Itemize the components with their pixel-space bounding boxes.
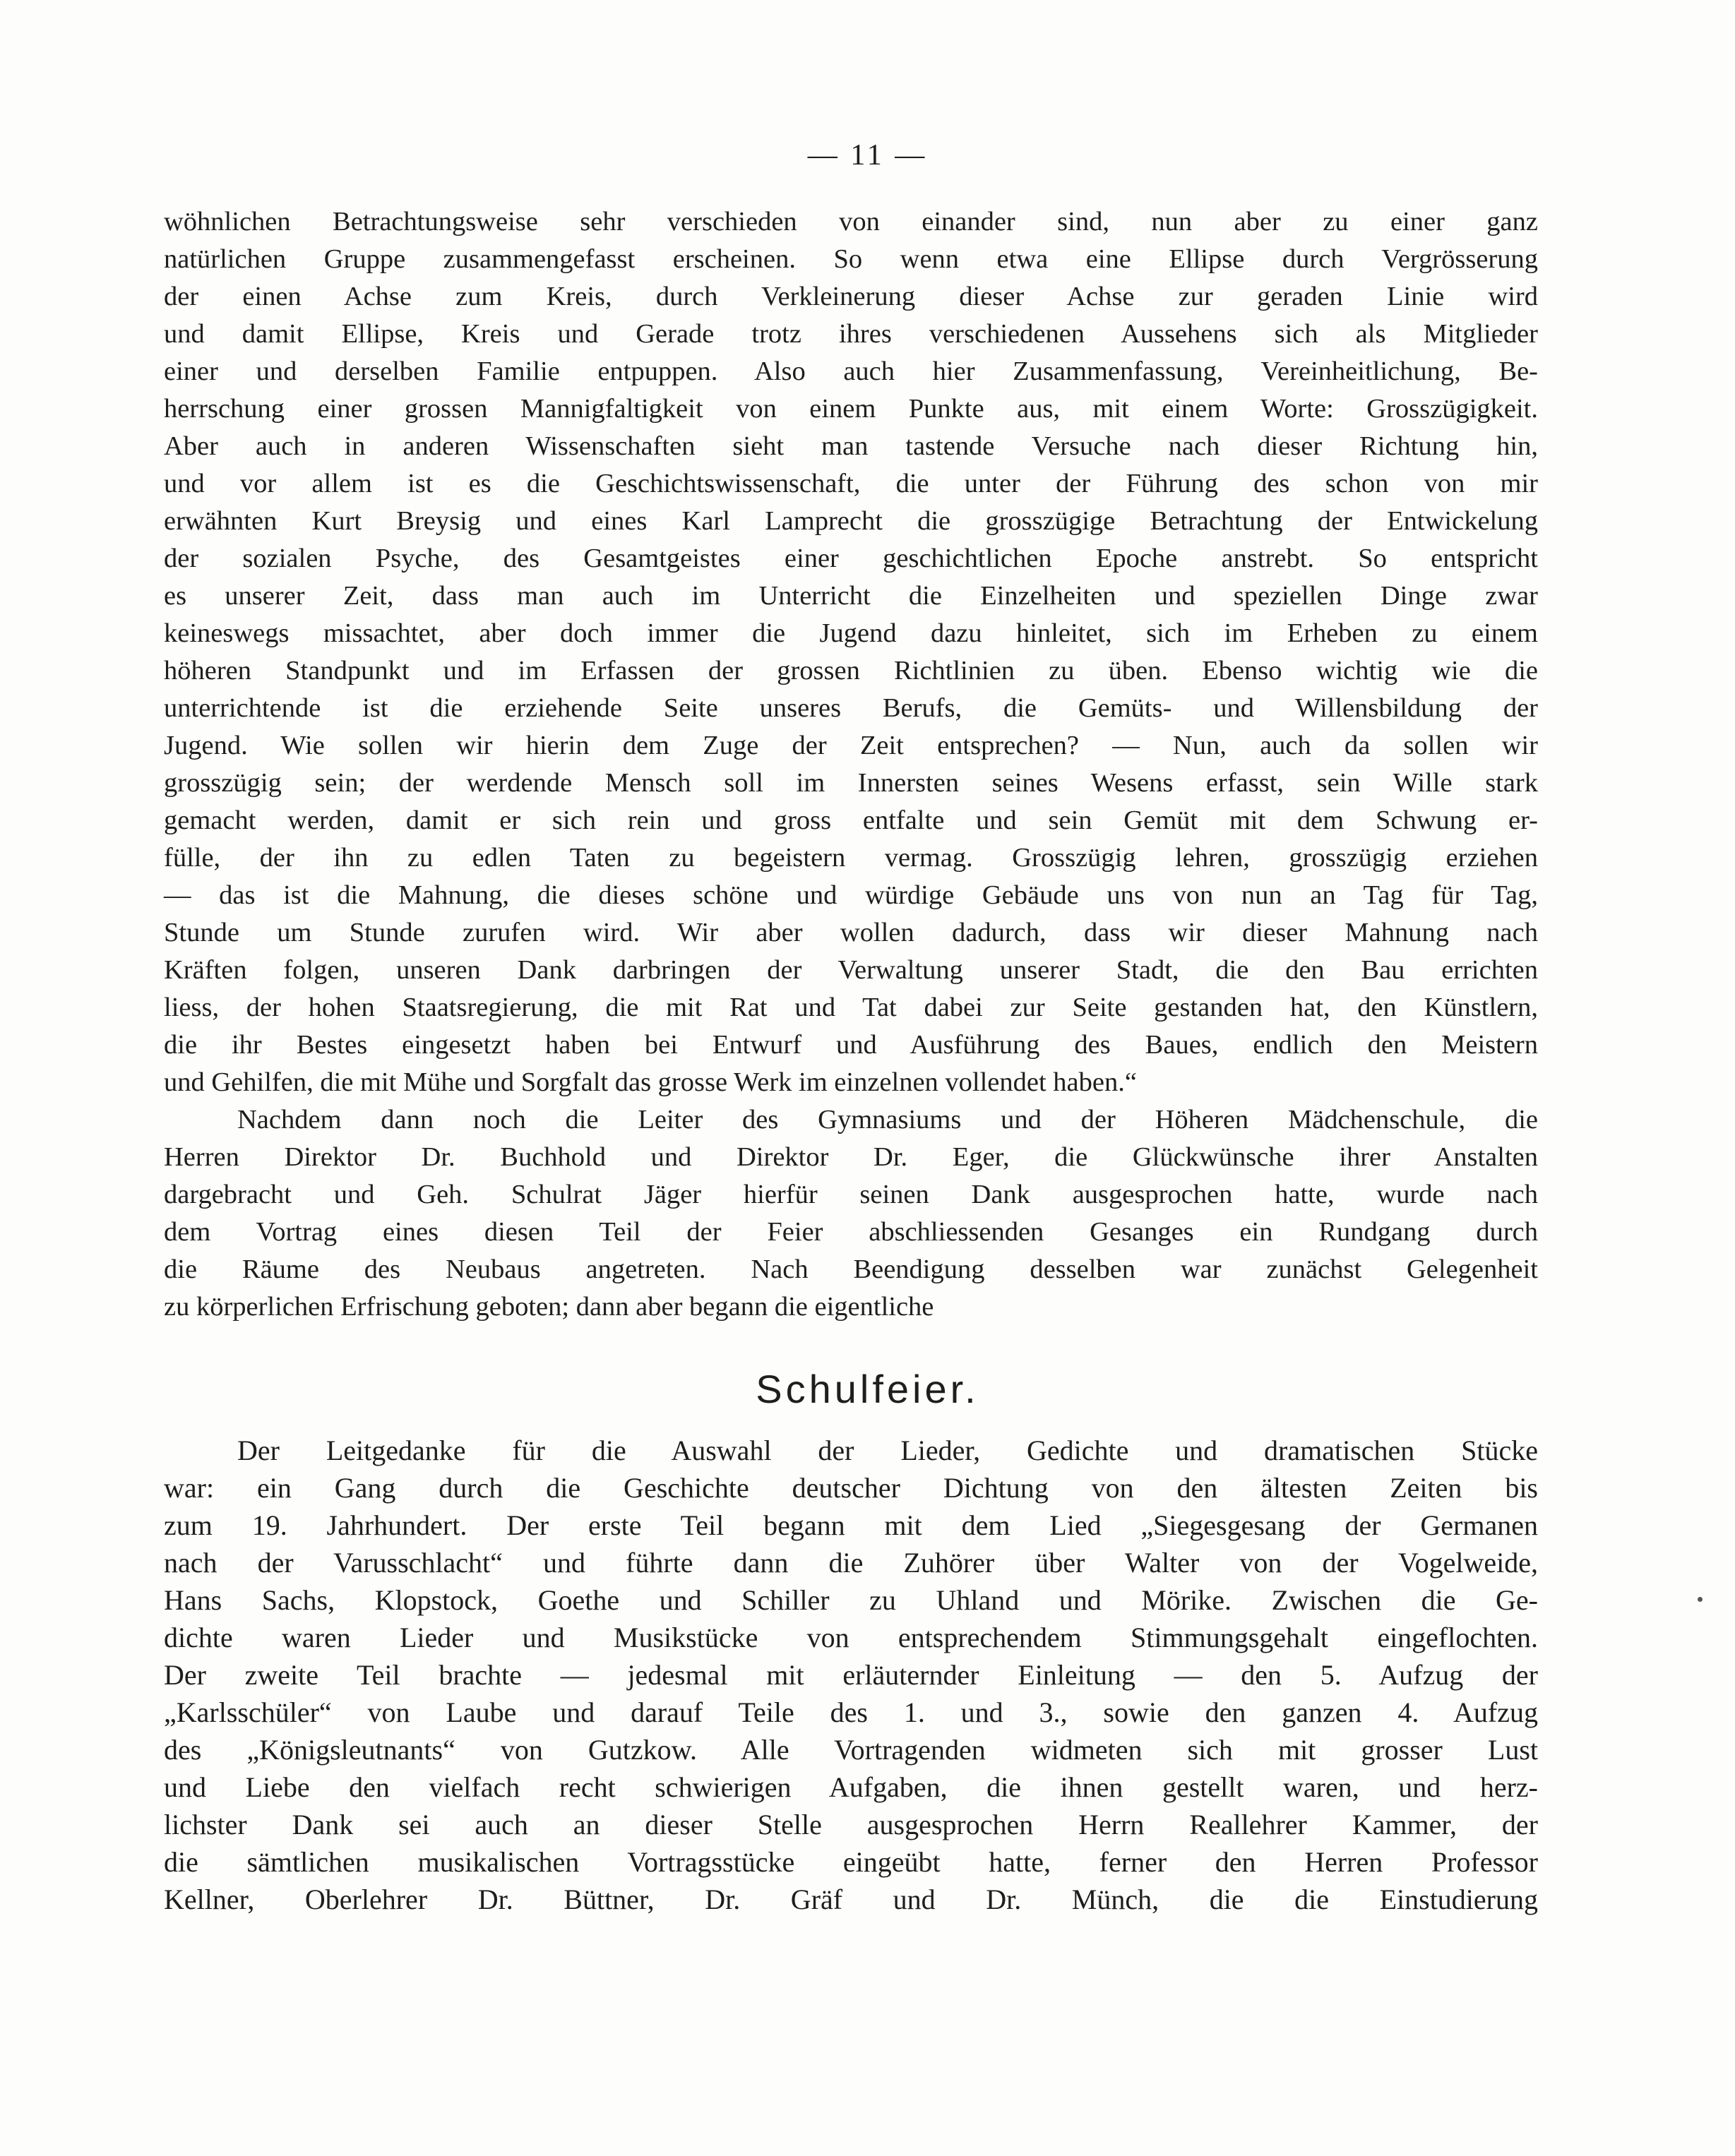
text-line: einer und derselben Familie entpuppen. Also auch hier Zusammenfassung, Vereinheitlichung, Be- — [164, 357, 1538, 386]
text-line: des „Königsleutnants“ von Gutzkow. Alle Vortragenden widmeten sich mit grosser Lust — [164, 1734, 1538, 1766]
text-line: Aber auch in anderen Wissenschaften sieht man tastende Versuche nach dieser Richtung hin, — [164, 431, 1538, 461]
text-line: Stunde um Stunde zurufen wird. Wir aber wollen dadurch, dass wir dieser Mahnung nach — [164, 918, 1538, 947]
text-line: nach der Varusschlacht“ und führte dann die Zuhörer über Walter von der Vogelweide, — [164, 1547, 1538, 1579]
text-line: es unserer Zeit, dass man auch im Unterricht die Einzelheiten und speziellen Dinge zwar — [164, 581, 1538, 611]
text-line: dichte waren Lieder und Musikstücke von entsprechendem Stimmungsgehalt eingeflochten. — [164, 1622, 1538, 1653]
text-line: — das ist die Mahnung, die dieses schöne und würdige Gebäude uns von nun an Tag für Tag, — [164, 880, 1538, 910]
text-line: und damit Ellipse, Kreis und Gerade trotz ihres verschiedenen Aussehens sich als Mitglieder — [164, 319, 1538, 349]
body-text-top — [164, 203, 1538, 1326]
text-line: gemacht werden, damit er sich rein und gross entfalte und sein Gemüt mit dem Schwung er- — [164, 805, 1538, 835]
text-line: erwähnten Kurt Breysig und eines Karl Lamprecht die grosszügige Betrachtung der Entwickelung — [164, 506, 1538, 536]
text-line: grosszügig sein; der werdende Mensch soll im Innersten seines Wesens erfasst, sein Wille stark — [164, 768, 1538, 798]
text-line: Der Leitgedanke für die Auswahl der Lieder, Gedichte und dramatischen Stücke — [237, 1435, 1538, 1466]
text-line: war: ein Gang durch die Geschichte deutscher Dichtung von den ältesten Zeiten bis — [164, 1472, 1538, 1504]
text-line: Hans Sachs, Klopstock, Goethe und Schiller zu Uhland und Mörike. Zwischen die Ge- — [164, 1584, 1538, 1616]
body-text-bottom — [164, 1432, 1538, 1918]
section-heading: Schulfeier. — [756, 1367, 979, 1411]
text-line: unterrichtende ist die erziehende Seite unseres Berufs, die Gemüts- und Willensbildung der — [164, 693, 1538, 723]
text-line: herrschung einer grossen Mannigfaltigkeit von einem Punkte aus, mit einem Worte: Grosszügigkeit. — [164, 394, 1538, 424]
text-line: wöhnlichen Betrachtungsweise sehr verschieden von einander sind, nun aber zu einer ganz — [164, 207, 1538, 236]
text-line: die Räume des Neubaus angetreten. Nach Beendigung desselben war zunächst Gelegenheit — [164, 1254, 1538, 1284]
text-line: Kräften folgen, unseren Dank darbringen der Verwaltung unserer Stadt, die den Bau errichten — [164, 955, 1538, 985]
text-line: die ihr Bestes eingesetzt haben bei Entwurf und Ausführung des Baues, endlich den Meistern — [164, 1030, 1538, 1060]
text-line: natürlichen Gruppe zusammengefasst erscheinen. So wenn etwa eine Ellipse durch Vergrösserung — [164, 244, 1538, 274]
text-line: zum 19. Jahrhundert. Der erste Teil begann mit dem Lied „Siegesgesang der Germanen — [164, 1509, 1538, 1541]
text-line: Herren Direktor Dr. Buchhold und Direktor Dr. Eger, die Glückwünsche ihrer Anstalten — [164, 1142, 1538, 1172]
text-line: zu körperlichen Erfrischung geboten; dann aber begann die eigentliche — [164, 1292, 934, 1322]
text-line: fülle, der ihn zu edlen Taten zu begeistern vermag. Grosszügig lehren, grosszügig erziehen — [164, 843, 1538, 873]
text-line: dargebracht und Geh. Schulrat Jäger hierfür seinen Dank ausgesprochen hatte, wurde nach — [164, 1180, 1538, 1209]
text-line: lichster Dank sei auch an dieser Stelle ausgesprochen Herrn Reallehrer Kammer, der — [164, 1809, 1538, 1840]
text-line: der sozialen Psyche, des Gesamtgeistes einer geschichtlichen Epoche anstrebt. So entspricht — [164, 544, 1538, 573]
text-line: „Karlsschüler“ von Laube und darauf Teile des 1. und 3., sowie den ganzen 4. Aufzug — [164, 1696, 1538, 1728]
text-line: und Liebe den vielfach recht schwierigen Aufgaben, die ihnen gestellt waren, und herz- — [164, 1771, 1538, 1803]
text-line: liess, der hohen Staatsregierung, die mit Rat und Tat dabei zur Seite gestanden hat, den Künstlern, — [164, 993, 1538, 1022]
page-number: — 11 — — [807, 139, 928, 172]
scan-speck — [1698, 1597, 1703, 1602]
text-line: Jugend. Wie sollen wir hierin dem Zuge der Zeit entsprechen? — Nun, auch da sollen wir — [164, 731, 1538, 760]
text-line: Nachdem dann noch die Leiter des Gymnasiums und der Höheren Mädchenschule, die — [237, 1105, 1538, 1134]
text-line: und vor allem ist es die Geschichtswissenschaft, die unter der Führung des schon von mir — [164, 469, 1538, 498]
text-line: der einen Achse zum Kreis, durch Verkleinerung dieser Achse zur geraden Linie wird — [164, 282, 1538, 311]
text-line: die sämtlichen musikalischen Vortragsstücke eingeübt hatte, ferner den Herren Professor — [164, 1846, 1538, 1878]
text-line: Der zweite Teil brachte — jedesmal mit erläuternder Einleitung — den 5. Aufzug der — [164, 1659, 1538, 1691]
text-line: keineswegs missachtet, aber doch immer die Jugend dazu hinleitet, sich im Erheben zu einem — [164, 618, 1538, 648]
text-line: Kellner, Oberlehrer Dr. Büttner, Dr. Gräf und Dr. Münch, die die Einstudierung — [164, 1883, 1538, 1915]
text-line: dem Vortrag eines diesen Teil der Feier abschliessenden Gesanges ein Rundgang durch — [164, 1217, 1538, 1247]
text-line: und Gehilfen, die mit Mühe und Sorgfalt das grosse Werk im einzelnen vollendet haben.“ — [164, 1067, 1137, 1097]
text-line: höheren Standpunkt und im Erfassen der grossen Richtlinien zu üben. Ebenso wichtig wie die — [164, 656, 1538, 685]
